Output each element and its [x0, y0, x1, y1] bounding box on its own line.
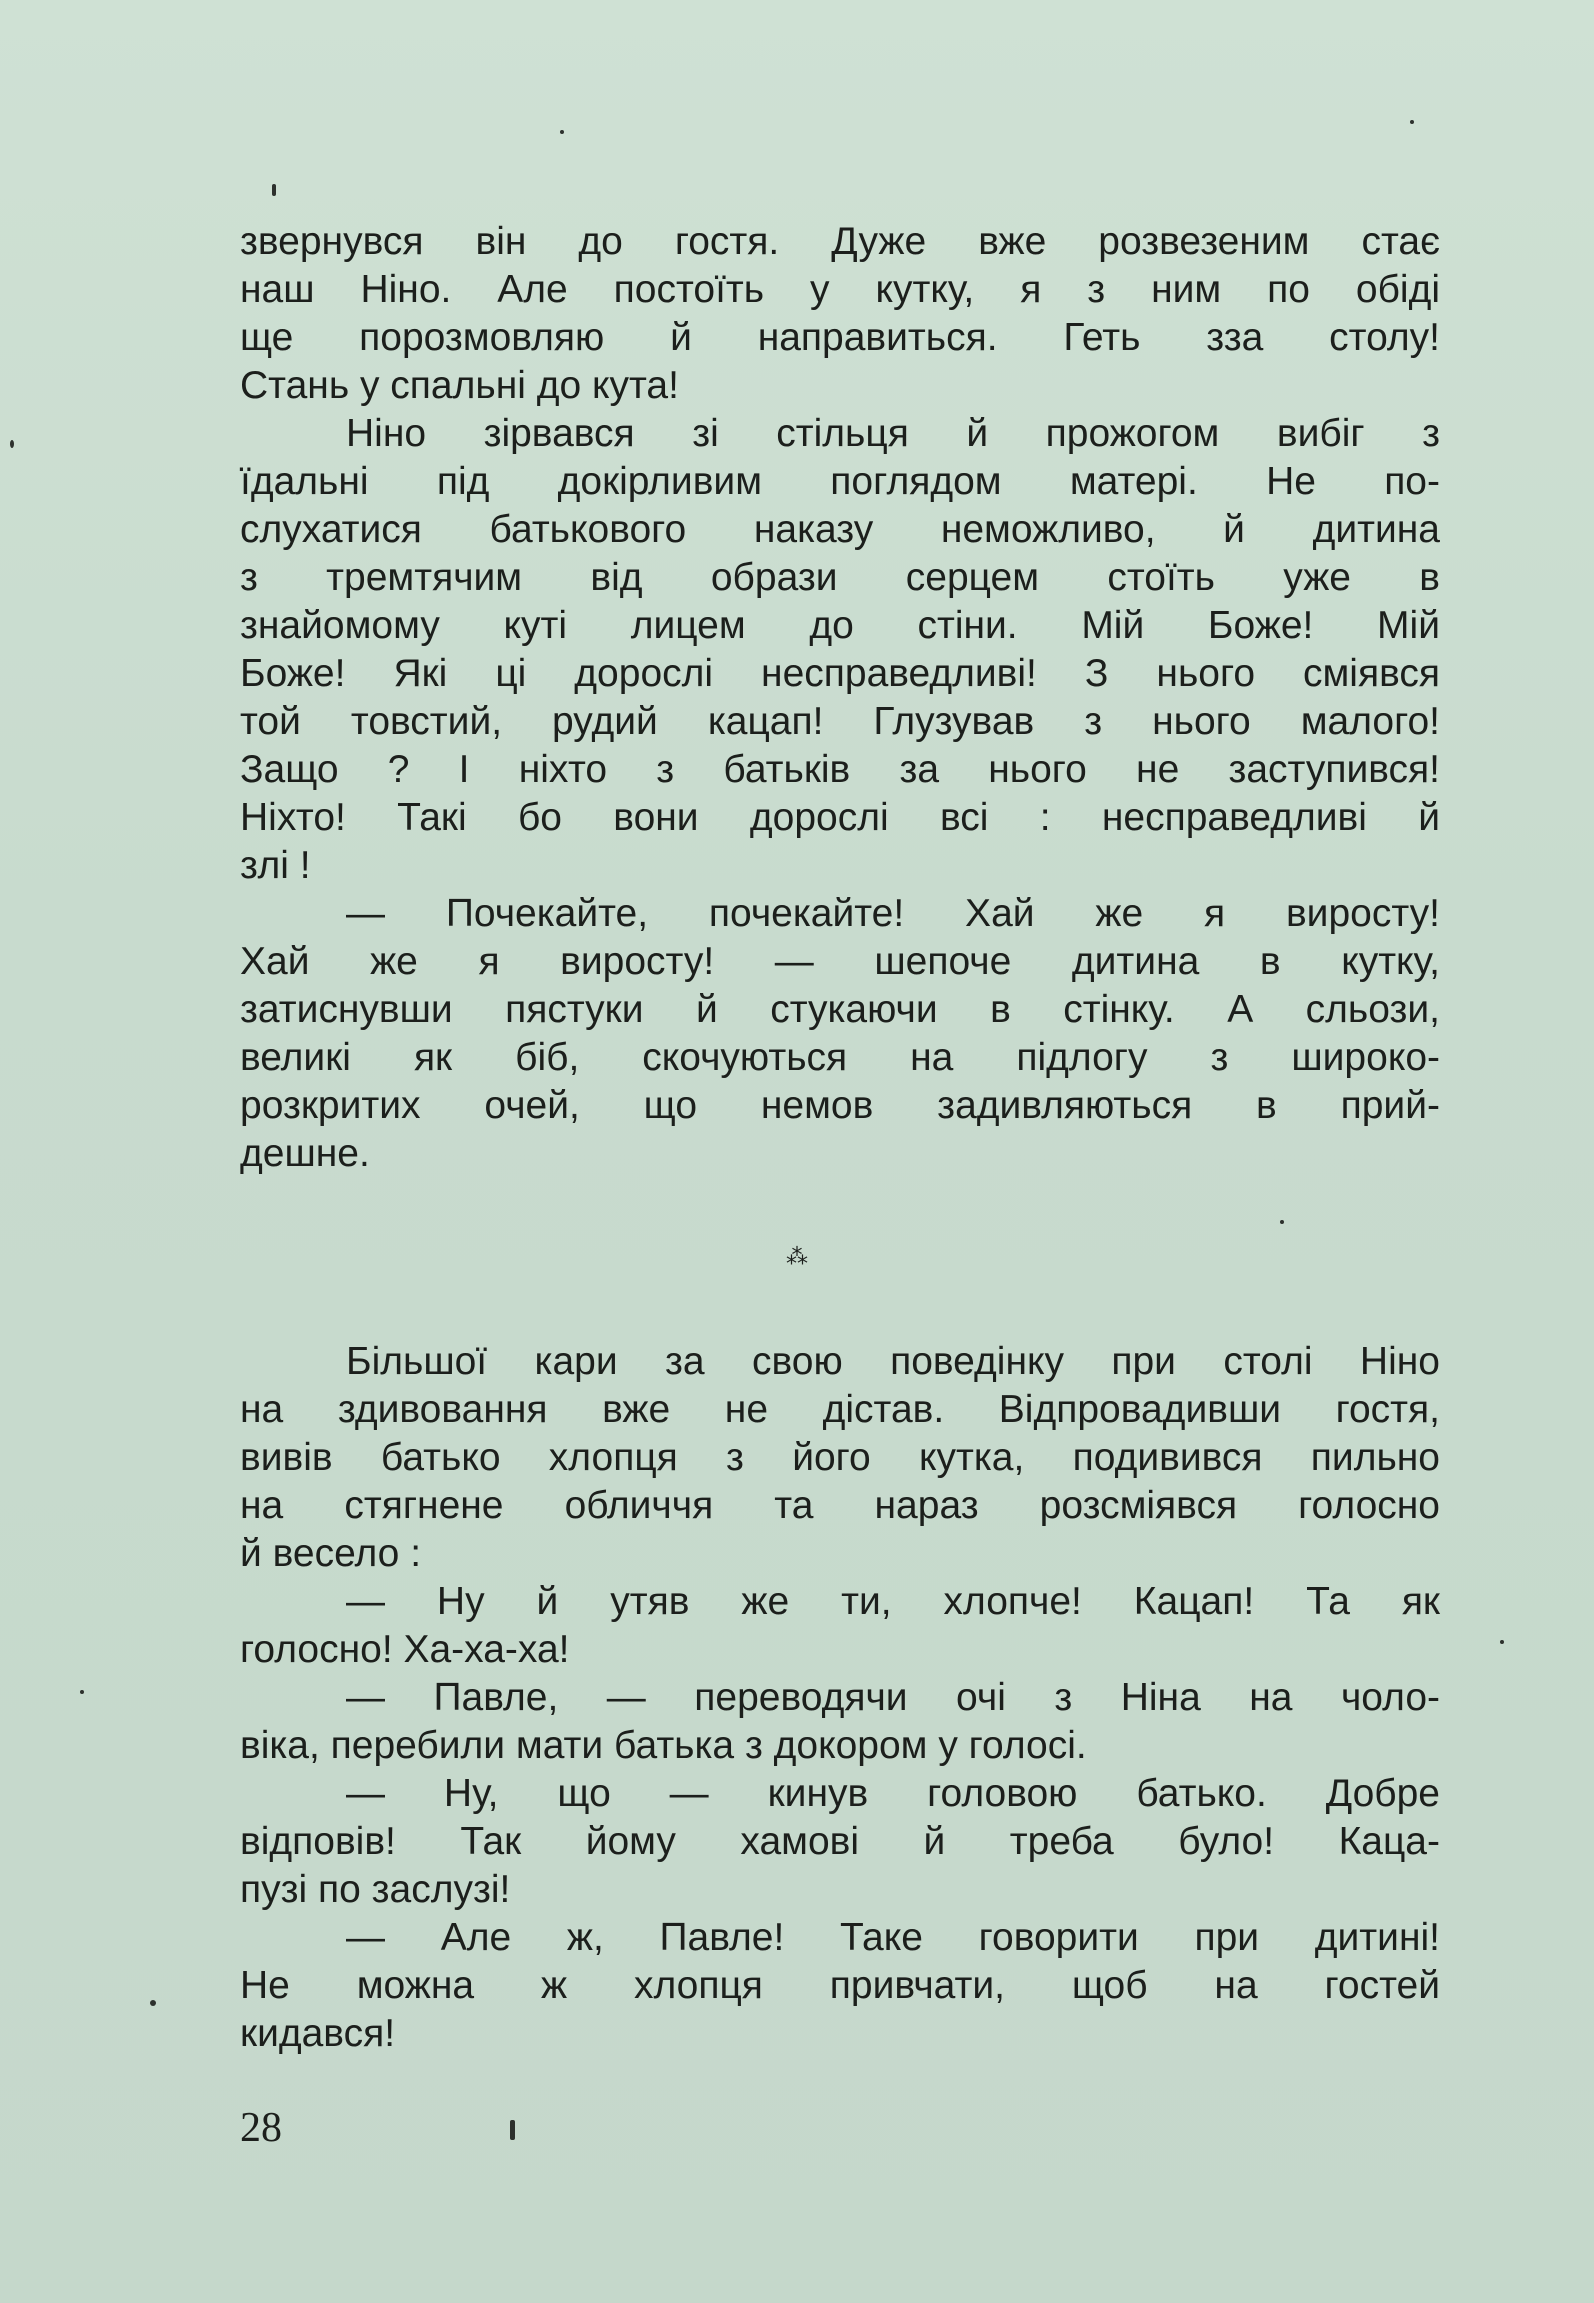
paragraph: [240, 218, 1440, 410]
text-line: кидався!: [240, 2012, 396, 2055]
text-line: наш Ніно. Але постоїть у кутку, я з ним по обіді: [240, 268, 1440, 311]
print-speck: [150, 2000, 156, 2006]
section-separator: ⁂: [786, 1245, 808, 1270]
text-line: слухатися батькового наказу неможливо, й дитина: [240, 508, 1440, 551]
text-line: — Почекайте, почекайте! Хай же я виросту!: [346, 892, 1440, 935]
text-line: на здивовання вже не дістав. Відпровадивши гостя,: [240, 1388, 1440, 1431]
text-line: Ніхто! Такі бо вони дорослі всі : несправедливі й: [240, 796, 1440, 839]
print-speck: [560, 130, 564, 134]
text-line: знайомому куті лицем до стіни. Мій Боже! Мій: [240, 604, 1440, 647]
text-section-1: [240, 218, 1440, 1178]
paragraph: [240, 890, 1440, 1178]
text-line: Більшої кари за свою поведінку при столі Ніно: [346, 1340, 1440, 1383]
print-speck: [1410, 120, 1414, 124]
text-line: ще порозмовляю й направиться. Геть зза столу!: [240, 316, 1440, 359]
text-line: й весело :: [240, 1532, 422, 1575]
text-section-2: [240, 1338, 1440, 2058]
text-line: Боже! Які ці дорослі несправедливі! З нього сміявся: [240, 652, 1440, 695]
text-line: відповів! Так йому хамові й треба було! Каца-: [240, 1820, 1440, 1863]
text-line: голосно! Ха-ха-ха!: [240, 1628, 570, 1671]
text-line: з тремтячим від образи серцем стоїть уже в: [240, 556, 1440, 599]
text-line: злі !: [240, 844, 311, 887]
text-line: Хай же я виросту! — шепоче дитина в кутку,: [240, 940, 1440, 983]
page-number: 28: [240, 2105, 282, 2151]
print-speck: [10, 440, 14, 448]
text-line: пузі по заслузі!: [240, 1868, 511, 1911]
paragraph: [240, 410, 1440, 890]
text-line: на стягнене обличчя та нараз розсміявся голосно: [240, 1484, 1440, 1527]
text-line: — Павле, — переводячи очі з Ніна на чоло-: [346, 1676, 1440, 1719]
text-line: їдальні під докірливим поглядом матері. Не по-: [240, 460, 1440, 503]
text-line: віка, перебили мати батька з докором у голосі.: [240, 1724, 1087, 1767]
text-line: вивів батько хлопця з його кутка, подивився пильно: [240, 1436, 1440, 1479]
text-line: Ніно зірвався зі стільця й прожогом вибіг з: [346, 412, 1440, 455]
paragraph: [240, 1914, 1440, 2058]
print-speck: [510, 2120, 515, 2140]
text-line: — Ну, що — кинув головою батько. Добре: [346, 1772, 1440, 1815]
text-line: — Але ж, Павле! Таке говорити при дитині!: [346, 1916, 1440, 1959]
paragraph: [240, 1578, 1440, 1674]
text-line: Стань у спальні до кута!: [240, 364, 679, 407]
print-speck: [1280, 1220, 1284, 1224]
paragraph: [240, 1674, 1440, 1770]
print-speck: [272, 184, 276, 196]
text-line: Не можна ж хлопця привчати, щоб на гостей: [240, 1964, 1440, 2007]
text-line: — Ну й утяв же ти, хлопче! Кацап! Та як: [346, 1580, 1440, 1623]
paragraph: [240, 1770, 1440, 1914]
text-line: затиснувши пястуки й стукаючи в стінку. А сльози,: [240, 988, 1440, 1031]
print-speck: [80, 1690, 84, 1694]
print-speck: [1500, 1640, 1504, 1644]
text-line: дешне.: [240, 1132, 370, 1175]
text-line: звернувся він до гостя. Дуже вже розвезеним стає: [240, 220, 1440, 263]
text-line: розкритих очей, що немов задивляються в прий-: [240, 1084, 1440, 1127]
text-line: той товстий, рудий кацап! Глузував з нього малого!: [240, 700, 1440, 743]
paragraph: [240, 1338, 1440, 1578]
text-line: Защо ? І ніхто з батьків за нього не заступився!: [240, 748, 1440, 791]
text-line: великі як біб, скочуються на підлогу з широко-: [240, 1036, 1440, 1079]
